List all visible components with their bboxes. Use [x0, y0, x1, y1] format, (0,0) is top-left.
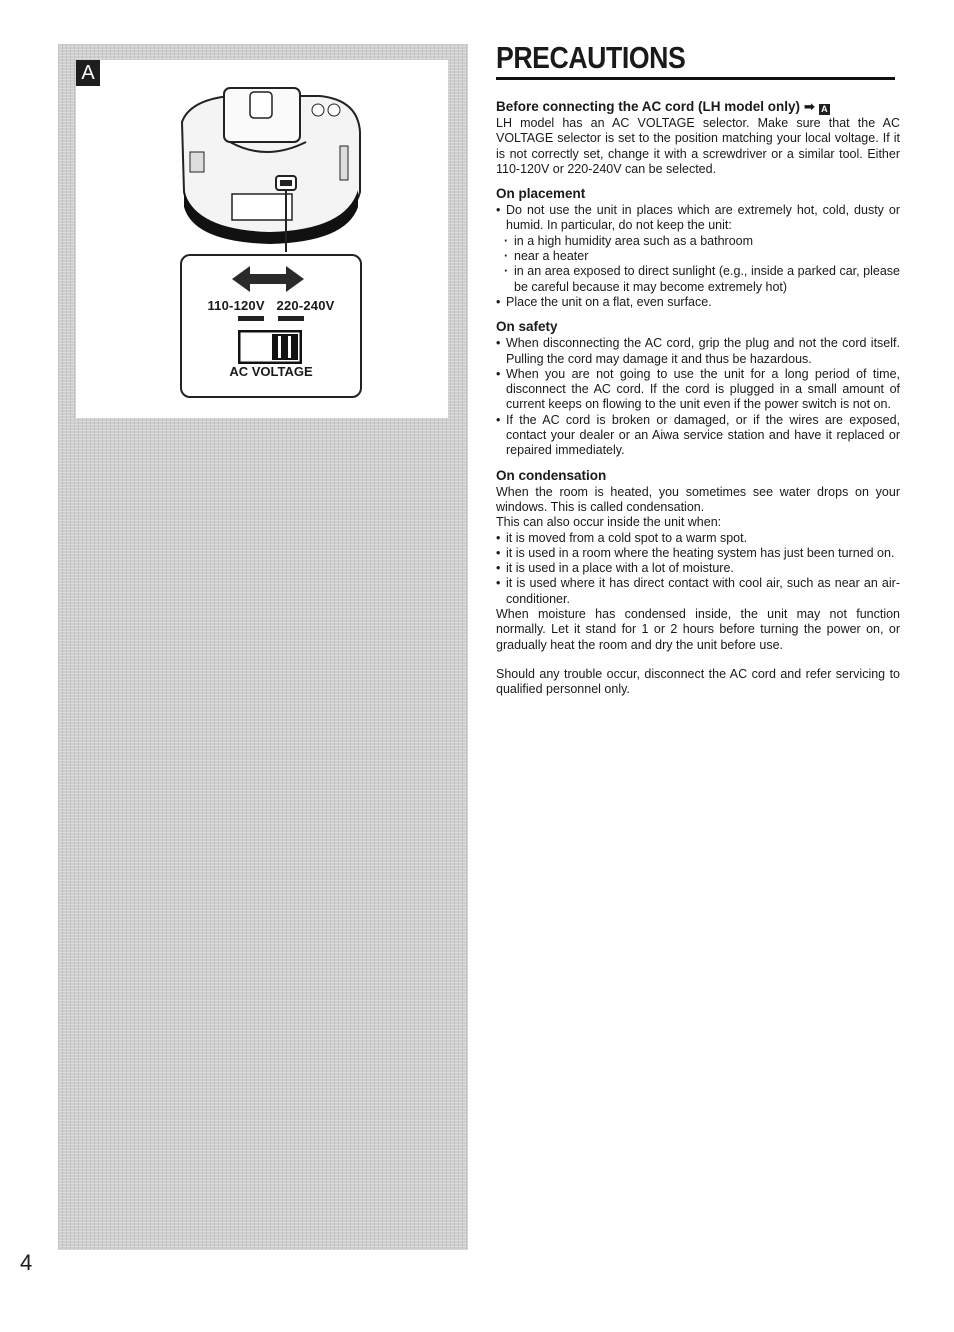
list-item: · in an area exposed to direct sunlight (e.g., inside a parked car, please be careful because it may become extremely hot) — [496, 264, 900, 295]
figure-marker: A — [76, 60, 100, 86]
paragraph: When moisture has condensed inside, the unit may not function normally. Let it stand for 1 or 2 hours before turning the power on, or gradually heat the room and dry the unit before use. — [496, 607, 900, 652]
paragraph: This can also occur inside the unit when: — [496, 515, 722, 530]
double-arrow-icon — [232, 266, 304, 292]
heading-text: Before connecting the AC cord (LH model only) ➡ — [496, 99, 816, 114]
position-marks-icon — [238, 316, 306, 324]
list-item: • When disconnecting the AC cord, grip the plug and not the cord itself. Pulling the cord may damage it and thus be hazardous. — [496, 336, 900, 367]
section-placement — [496, 185, 900, 310]
bullet-list — [496, 531, 900, 607]
ac-voltage-label: AC VOLTAGE — [229, 364, 313, 379]
title-rule — [496, 77, 895, 80]
section-safety — [496, 318, 900, 458]
page-number: 4 — [20, 1250, 33, 1275]
section-heading: On safety — [496, 319, 558, 335]
bullet-list — [496, 203, 900, 310]
section-heading: On placement — [496, 186, 586, 202]
list-item: · in a high humidity area such as a bathroom — [496, 234, 900, 249]
list-item: • it is used in a room where the heating system has just been turned on. — [496, 546, 900, 561]
list-item: • it is used where it has direct contact with cool air, such as near an air-conditioner. — [496, 576, 900, 607]
list-item: · near a heater — [496, 249, 900, 264]
list-item: • Do not use the unit in places which are extremely hot, cold, dusty or humid. In particular, do not keep the unit: — [496, 203, 900, 234]
voltage-labels — [182, 298, 360, 313]
paragraph: When the room is heated, you sometimes see water drops on your windows. This is called condensation. — [496, 484, 900, 514]
text-column — [496, 98, 900, 698]
cd-player-illustration-icon — [170, 82, 370, 252]
page-title: PRECAUTIONS — [496, 40, 686, 75]
voltage-selector-callout — [180, 254, 362, 398]
bullet-list — [496, 336, 900, 458]
slide-switch-icon — [238, 330, 302, 364]
voltage-110-120-label: 110-120V — [207, 298, 265, 313]
list-item: • it is used in a place with a lot of moisture. — [496, 561, 900, 576]
closing-paragraph: Should any trouble occur, disconnect the AC cord and refer servicing to qualified personnel only. — [496, 666, 900, 697]
voltage-220-240-label: 220-240V — [276, 298, 335, 313]
list-item: • When you are not going to use the unit for a long period of time, disconnect the AC cord. If the cord is plugged in a small amount of current keeps on flowing to the unit even if the power switch is not on. — [496, 367, 900, 413]
section-heading — [496, 98, 900, 116]
list-item: • it is moved from a cold spot to a warm spot. — [496, 531, 900, 546]
figure-ref-icon: A — [819, 104, 830, 115]
paragraph: LH model has an AC VOLTAGE selector. Make sure that the AC VOLTAGE selector is set to the position matching your local voltage. If it is not correctly set, change it with a screwdriver or a similar tool. Either 110-120V or 220-240V can be selected. — [496, 116, 900, 176]
section-heading: On condensation — [496, 467, 607, 483]
list-item: • Place the unit on a flat, even surface. — [496, 295, 900, 310]
section-ac-cord — [496, 98, 900, 177]
section-condensation — [496, 467, 900, 653]
list-item: • If the AC cord is broken or damaged, or if the wires are exposed, contact your dealer or an Aiwa service station and have it replaced or repaired immediately. — [496, 413, 900, 459]
